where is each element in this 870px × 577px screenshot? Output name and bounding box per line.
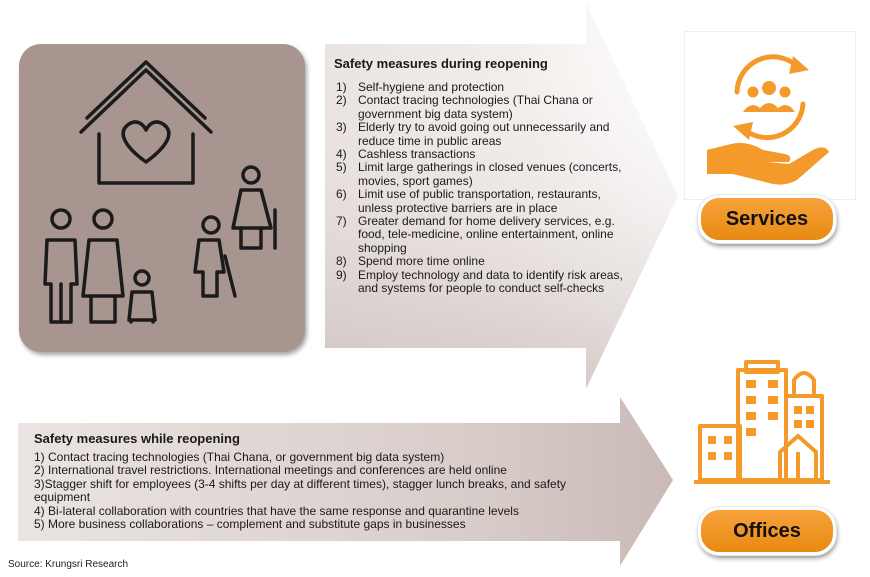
- people-cycle-hand-icon: [685, 32, 855, 199]
- list-item: 2) International travel restrictions. International meetings and conferences are held online: [34, 463, 507, 478]
- source-note: Source: Krungsri Research: [8, 559, 129, 570]
- list-item: 3) Elderly try to avoid going out unnecessarily and reduce time in public areas: [336, 120, 610, 148]
- services-label-button: Services: [698, 195, 836, 243]
- top-section-title: Safety measures during reopening: [334, 56, 548, 71]
- list-item: 1) Self-hygiene and protection: [336, 80, 505, 94]
- mother-icon: [94, 210, 112, 228]
- father-icon: [52, 210, 70, 228]
- services-icon-box: [684, 31, 856, 200]
- top-measures-list: [334, 81, 634, 296]
- list-item: 6) Limit use of public transportation, restaurants, unless protective barriers are in place: [336, 187, 601, 215]
- family-home-illustration: [19, 44, 305, 352]
- child-icon: [135, 271, 149, 285]
- list-item: 8) Spend more time online: [336, 254, 485, 269]
- list-item: 4) Bi-lateral collaboration with countries that have the same response and quarantine levels: [34, 503, 519, 518]
- offices-label-button: Offices: [698, 507, 836, 555]
- list-item: 5) More business collaborations – complement and substitute gaps in businesses: [34, 517, 466, 532]
- list-item: 1) Contact tracing technologies (Thai Chana, or government big data system): [34, 450, 445, 464]
- list-item: 2) Contact tracing technologies (Thai Chana or government big data system): [336, 93, 593, 121]
- heart-icon: [123, 122, 169, 162]
- elderly-man-icon: [203, 217, 219, 233]
- house-roof-icon: [81, 70, 211, 132]
- list-item: 7) Greater demand for home delivery services, e.g. food, tele-medicine, online entertainment, online shopping: [336, 214, 615, 255]
- list-item: 3)Stagger shift for employees (3-4 shifts per day at different times), stagger lunch breaks, and safety equipment: [34, 476, 567, 505]
- bottom-measures-list: [34, 451, 624, 531]
- office-buildings-icon: [692, 356, 832, 496]
- list-item: 4) Cashless transactions: [336, 147, 476, 162]
- list-item: 9) Employ technology and data to identify risk areas, and systems for people to conduct self-checks: [336, 267, 623, 296]
- family-home-card: [19, 44, 305, 352]
- list-item: 5) Limit large gatherings in closed venues (concerts, movies, sport games): [336, 160, 622, 188]
- bottom-section-title: Safety measures while reopening: [34, 431, 240, 446]
- elderly-woman-icon: [243, 167, 259, 183]
